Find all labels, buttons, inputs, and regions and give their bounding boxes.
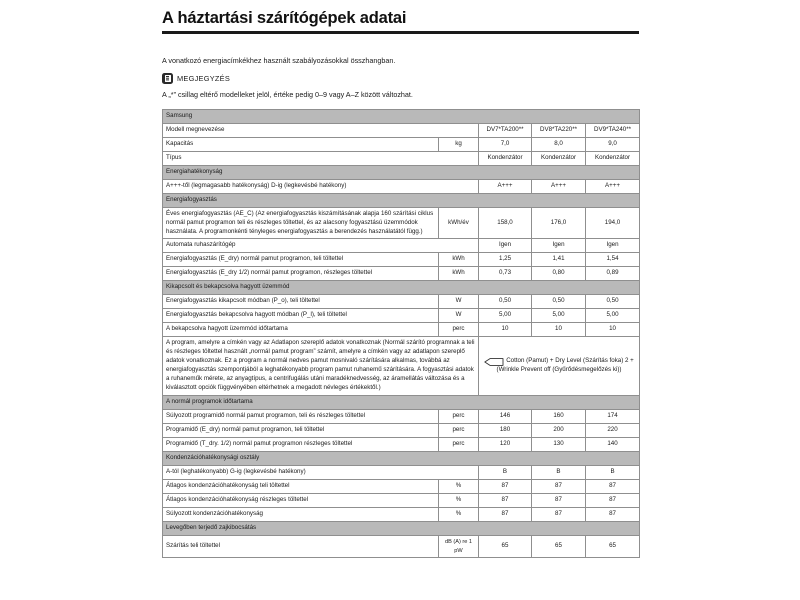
row-value: DV8*TA220** (532, 123, 586, 137)
page-title: A háztartási szárítógépek adatai (162, 9, 407, 27)
table-section-row (163, 165, 640, 179)
row-label: Energiafogyasztás (E_dry 1/2) normál pamut programon, részleges töltettel (163, 267, 439, 281)
table-row (163, 424, 640, 438)
row-value: 194,0 (586, 207, 640, 239)
table-section-row (163, 281, 640, 295)
row-unit: kg (439, 137, 479, 151)
row-value: 7,0 (479, 137, 532, 151)
row-value: Igen (586, 239, 640, 253)
row-label: Átlagos kondenzációhatékonyság teli töltettel (163, 480, 439, 494)
row-value: A+++ (532, 179, 586, 193)
program-note-row (163, 337, 640, 396)
table-row (163, 179, 640, 193)
row-value: 200 (532, 424, 586, 438)
table-section-row (163, 396, 640, 410)
intro-text: A vonatkozó energiacímkékhez használt szabályozásokkal összhangban. (162, 55, 396, 65)
row-value: 120 (479, 438, 532, 452)
row-value: 8,0 (532, 137, 586, 151)
row-unit: perc (439, 410, 479, 424)
row-value: 87 (532, 480, 586, 494)
row-label: Modell megnevezése (163, 123, 479, 137)
row-unit: % (439, 508, 479, 522)
section-label: Samsung (163, 109, 640, 123)
row-label: A bekapcsolva hagyott üzemmód időtartama (163, 323, 439, 337)
section-label: Energiafogyasztás (163, 193, 640, 207)
row-value: 5,00 (532, 309, 586, 323)
row-value: 87 (479, 480, 532, 494)
row-value: 1,25 (479, 253, 532, 267)
row-label: Szárítás teli töltettel (163, 536, 439, 557)
section-label: Energiahatékonyság (163, 165, 640, 179)
table-row (163, 323, 640, 337)
row-value: 65 (479, 536, 532, 557)
table-row (163, 123, 640, 137)
row-value: 87 (586, 508, 640, 522)
table-row (163, 466, 640, 480)
row-unit: % (439, 480, 479, 494)
specification-table-body (163, 109, 640, 557)
row-value: 176,0 (532, 207, 586, 239)
table-section-row (163, 109, 640, 123)
row-value: 87 (479, 508, 532, 522)
row-value: 0,80 (532, 267, 586, 281)
program-note-line2: (Wrinkle Prevent off (Gyűrődésmegelőzés ki)) (496, 366, 622, 374)
row-value: 0,50 (532, 295, 586, 309)
table-row (163, 536, 640, 557)
row-value: 130 (532, 438, 586, 452)
row-label: Programidő (E_dry) normál pamut programon, teli töltettel (163, 424, 439, 438)
row-unit: kWh/év (439, 207, 479, 239)
row-value: 0,50 (586, 295, 640, 309)
section-label: Kondenzációhatékonysági osztály (163, 452, 640, 466)
row-value: 87 (479, 494, 532, 508)
row-unit: W (439, 309, 479, 323)
table-row (163, 508, 640, 522)
row-unit: % (439, 494, 479, 508)
row-label: Kapacitás (163, 137, 439, 151)
note-document-icon (162, 73, 173, 84)
row-label: Súlyozott kondenzációhatékonyság (163, 508, 439, 522)
section-label: A normál programok időtartama (163, 396, 640, 410)
table-row (163, 207, 640, 239)
row-value: Igen (479, 239, 532, 253)
row-value: A+++ (586, 179, 640, 193)
row-value: 5,00 (586, 309, 640, 323)
table-row (163, 137, 640, 151)
table-row (163, 267, 640, 281)
note-heading (162, 73, 639, 84)
row-value: 160 (532, 410, 586, 424)
program-note-line1: Cotton (Pamut) + Dry Level (Szárítás foka) 2 + (506, 357, 634, 365)
row-label: Súlyozott programidő normál pamut programon, teli és részleges töltettel (163, 410, 439, 424)
row-unit: dB (A) re 1 pW (439, 536, 479, 557)
table-row (163, 410, 640, 424)
row-value: 87 (532, 494, 586, 508)
row-label: A-tól (leghatékonyabb) G-ig (legkevésbé hatékony) (163, 466, 479, 480)
row-value: 10 (479, 323, 532, 337)
row-value: 9,0 (586, 137, 640, 151)
table-row (163, 438, 640, 452)
row-unit: kWh (439, 253, 479, 267)
table-section-row (163, 522, 640, 536)
row-value: 10 (532, 323, 586, 337)
table-row (163, 494, 640, 508)
table-row (163, 480, 640, 494)
row-value: 0,73 (479, 267, 532, 281)
row-label: Automata ruhaszárítógép (163, 239, 479, 253)
row-unit: perc (439, 424, 479, 438)
row-unit: kWh (439, 267, 479, 281)
row-value: Kondenzátor (586, 151, 640, 165)
program-note-setting (479, 337, 640, 396)
row-value: Igen (532, 239, 586, 253)
row-value: 0,50 (479, 295, 532, 309)
row-value: B (479, 466, 532, 480)
row-label: Típus (163, 151, 479, 165)
program-tag-icon (484, 358, 504, 366)
table-row (163, 253, 640, 267)
row-value: B (586, 466, 640, 480)
row-value: 65 (586, 536, 640, 557)
row-value: Kondenzátor (532, 151, 586, 165)
section-label: Kikapcsolt és bekapcsolva hagyott üzemmód (163, 281, 640, 295)
row-value: 1,41 (532, 253, 586, 267)
row-value: 146 (479, 410, 532, 424)
row-unit: perc (439, 323, 479, 337)
row-value: 220 (586, 424, 640, 438)
specification-table (162, 109, 640, 558)
row-value: 140 (586, 438, 640, 452)
table-row (163, 309, 640, 323)
row-value: 5,00 (479, 309, 532, 323)
note-label: MEGJEGYZÉS (177, 73, 231, 83)
row-value: B (532, 466, 586, 480)
row-value: DV7*TA200** (479, 123, 532, 137)
row-value: 87 (586, 494, 640, 508)
table-row (163, 151, 640, 165)
row-value: 10 (586, 323, 640, 337)
row-value: DV9*TA240** (586, 123, 640, 137)
row-value: 158,0 (479, 207, 532, 239)
row-value: 87 (586, 480, 640, 494)
section-label: Levegőben terjedő zajkibocsátás (163, 522, 640, 536)
row-value: 174 (586, 410, 640, 424)
document-content (162, 0, 639, 558)
row-value: 1,54 (586, 253, 640, 267)
program-note-paragraph: A program, amelyre a címkén vagy az Adatlapon szereplő adatok vonatkoznak (Normál szárító programnak a teli és részleges töltettel használt „normál pamut program” számít, amelyre a címkén vagy az adatlapon szereplő adatok vonatkoznak. Ez a program a normál nedves pamut mosnivaló szárítására alkalmas, továbbá az energiafogyasztás szempontjából a leghatékonyabb program pamut ruhanemű szárítására. A fogyasztási adatok a ruhaneműk mérete, az anyagtípus, a centrifugálás utáni maradéknedvesség, az áramellátás változása és a kiválasztott opciók függvényében eltérhetnek a megadott névleges értékektől.) (163, 337, 479, 396)
row-label: A+++-től (legmagasabb hatékonyság) D-ig (legkevésbé hatékony) (163, 179, 479, 193)
row-label: Átlagos kondenzációhatékonyság részleges töltettel (163, 494, 439, 508)
table-section-row (163, 193, 640, 207)
row-label: Energiafogyasztás kikapcsolt módban (P_o), teli töltettel (163, 295, 439, 309)
row-value: 180 (479, 424, 532, 438)
table-row (163, 239, 640, 253)
title-divider (162, 31, 639, 34)
row-label: Energiafogyasztás bekapcsolva hagyott módban (P_l), teli töltettel (163, 309, 439, 323)
row-value: 87 (532, 508, 586, 522)
row-label: Programidő (T_dry. 1/2) normál pamut programon részleges töltettel (163, 438, 439, 452)
row-value: Kondenzátor (479, 151, 532, 165)
row-value: 65 (532, 536, 586, 557)
note-text: A „*” csillag eltérő modelleket jelöl, értéke pedig 0–9 vagy A–Z között változhat. (162, 89, 413, 99)
row-value: 0,89 (586, 267, 640, 281)
row-unit: perc (439, 438, 479, 452)
row-unit: W (439, 295, 479, 309)
row-label: Éves energiafogyasztás (AE_C) (Az energiafogyasztás kiszámításának alapja 160 szárítási ciklus normál pamut programon teli és részleges töltettel, és az alacsony fogyasztású üzemmódok használata. A programonkénti tényleges energiafogyasztás a berendezés használatától függ.) (163, 207, 439, 239)
row-label: Energiafogyasztás (E_dry) normál pamut programon, teli töltettel (163, 253, 439, 267)
table-row (163, 295, 640, 309)
table-section-row (163, 452, 640, 466)
row-value: A+++ (479, 179, 532, 193)
